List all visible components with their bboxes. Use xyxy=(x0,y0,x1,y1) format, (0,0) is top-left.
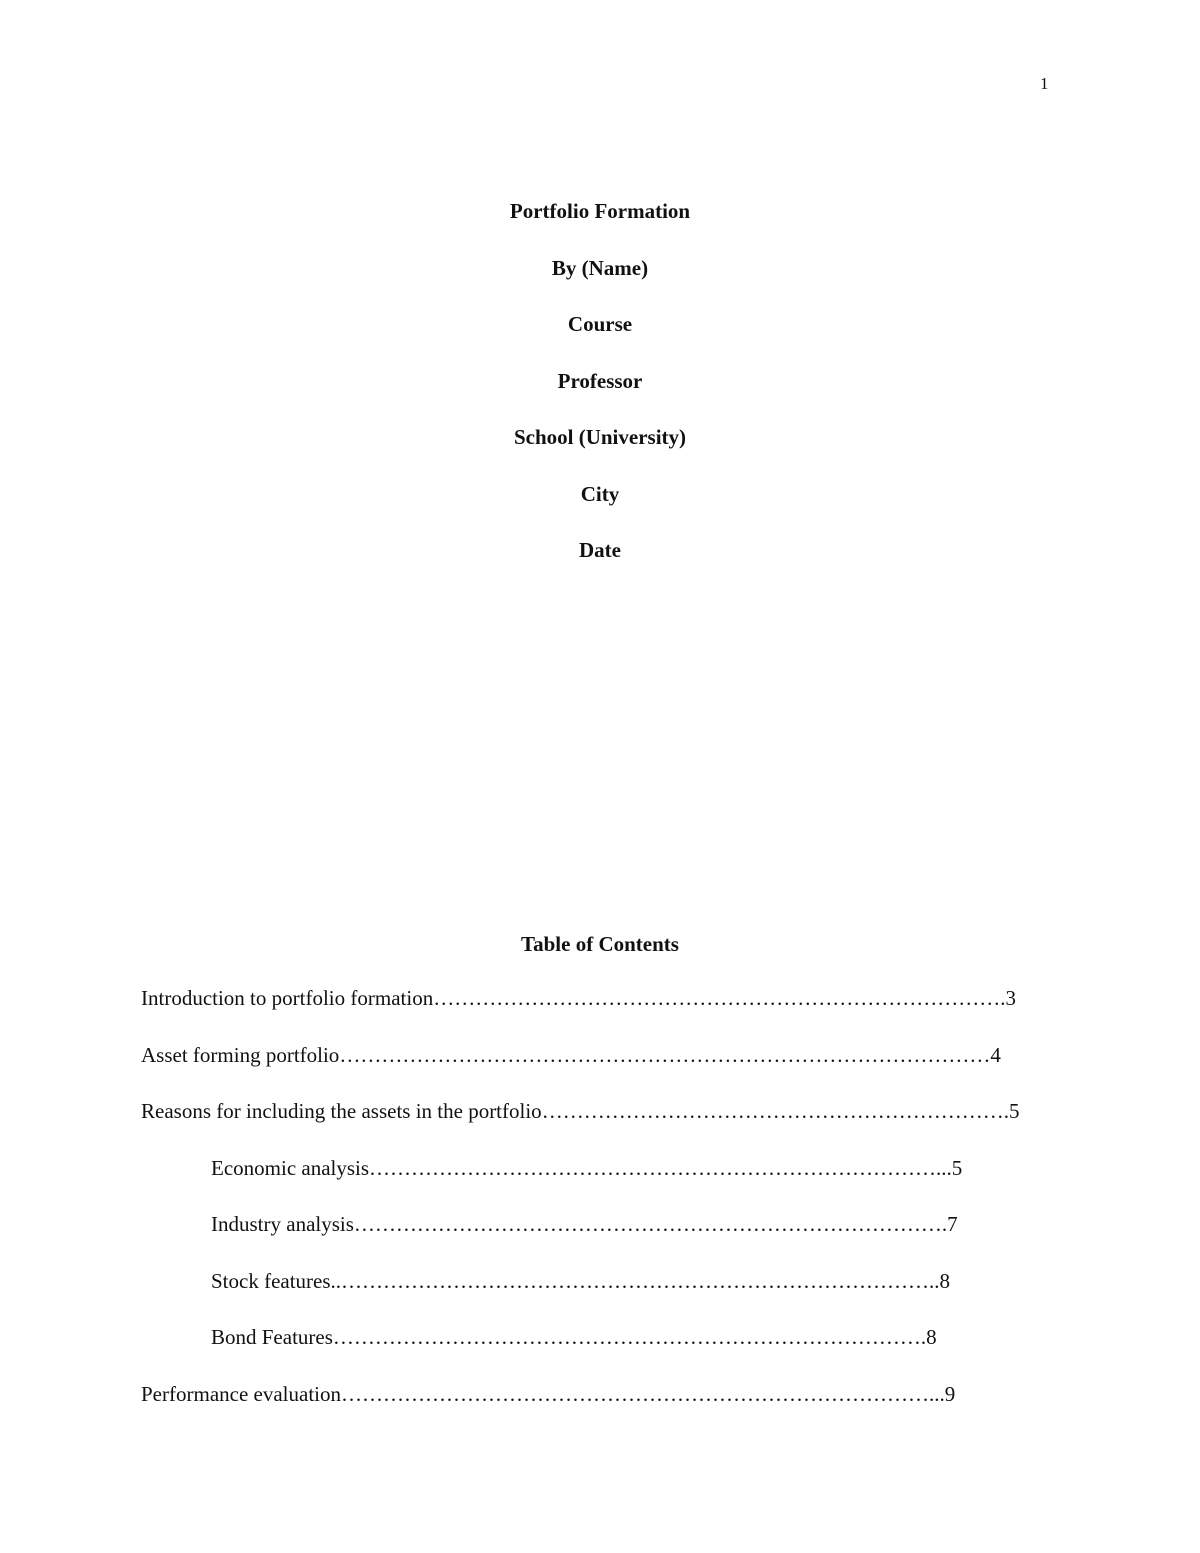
toc-page-number: 8 xyxy=(926,1325,937,1349)
toc-entry-label: Economic analysis xyxy=(211,1155,370,1180)
toc-entry-text xyxy=(141,983,1016,1013)
toc-page-number: 5 xyxy=(1008,1099,1020,1123)
toc-page-number: 3 xyxy=(1005,986,1016,1010)
toc-entry-label: Bond Features xyxy=(211,1325,333,1349)
toc-entry[interactable] xyxy=(0,1096,1200,1153)
toc-entry-label: Introduction to portfolio formation xyxy=(141,986,434,1010)
toc-entry-text xyxy=(141,1379,955,1409)
course-line: Course xyxy=(567,312,633,336)
city-line: City xyxy=(580,481,620,506)
toc-leader-dots: …………………………………………………………………………... xyxy=(341,1381,945,1406)
toc-leader-dots: …………………………………………………………. xyxy=(541,1099,1009,1123)
toc-page-number: 8 xyxy=(939,1268,951,1293)
toc-leader-dots: ………………………………………………………………………. xyxy=(433,986,1006,1010)
toc-entry-label: Asset forming portfolio xyxy=(141,1042,340,1067)
toc-entry[interactable] xyxy=(0,1153,1200,1210)
toc-leader-dots: …………………………………………………………………………. xyxy=(332,1325,927,1349)
toc-entry-label: Reasons for including the assets in the portfolio xyxy=(141,1099,542,1123)
page-number: 1 xyxy=(1040,74,1049,93)
toc-entry-text xyxy=(141,1096,1019,1126)
toc-entry-text xyxy=(211,1153,962,1183)
toc-leader-dots: ………………………………………………………………………………… xyxy=(339,1042,991,1067)
toc-page-number: 7 xyxy=(947,1212,958,1236)
toc-leader-dots: …………………………………………………………………………. xyxy=(353,1212,948,1236)
toc-heading: Table of Contents xyxy=(521,932,679,956)
professor-line: Professor xyxy=(557,368,643,393)
title-block xyxy=(0,196,1200,592)
school-line: School (University) xyxy=(513,425,687,449)
toc-leader-dots: ..………………………………………………………………………….. xyxy=(330,1268,940,1293)
toc-entry[interactable] xyxy=(0,1322,1200,1379)
toc-entry[interactable] xyxy=(0,1209,1200,1266)
toc-leader-dots: ………………………………………………………………………... xyxy=(369,1155,952,1180)
toc-page-number: 9 xyxy=(944,1381,956,1406)
toc-entry[interactable] xyxy=(0,1040,1200,1097)
toc-page-number: 5 xyxy=(951,1155,963,1180)
toc-entry-text xyxy=(211,1209,958,1239)
toc-entry[interactable] xyxy=(0,983,1200,1040)
toc-page-number: 4 xyxy=(990,1042,1001,1067)
toc-entry[interactable] xyxy=(0,1266,1200,1323)
table-of-contents xyxy=(0,983,1200,1435)
author-line: By (Name) xyxy=(551,255,649,280)
document-title: Portfolio Formation xyxy=(509,199,691,223)
toc-entry-label: Industry analysis xyxy=(211,1212,354,1236)
toc-entry[interactable] xyxy=(0,1379,1200,1436)
toc-entry-text xyxy=(141,1040,1001,1070)
toc-entry-label: Performance evaluation xyxy=(141,1381,341,1406)
toc-entry-label: Stock features xyxy=(211,1268,331,1293)
toc-entry-text xyxy=(211,1322,937,1352)
toc-entry-text xyxy=(211,1266,950,1296)
date-line: Date xyxy=(579,538,621,562)
